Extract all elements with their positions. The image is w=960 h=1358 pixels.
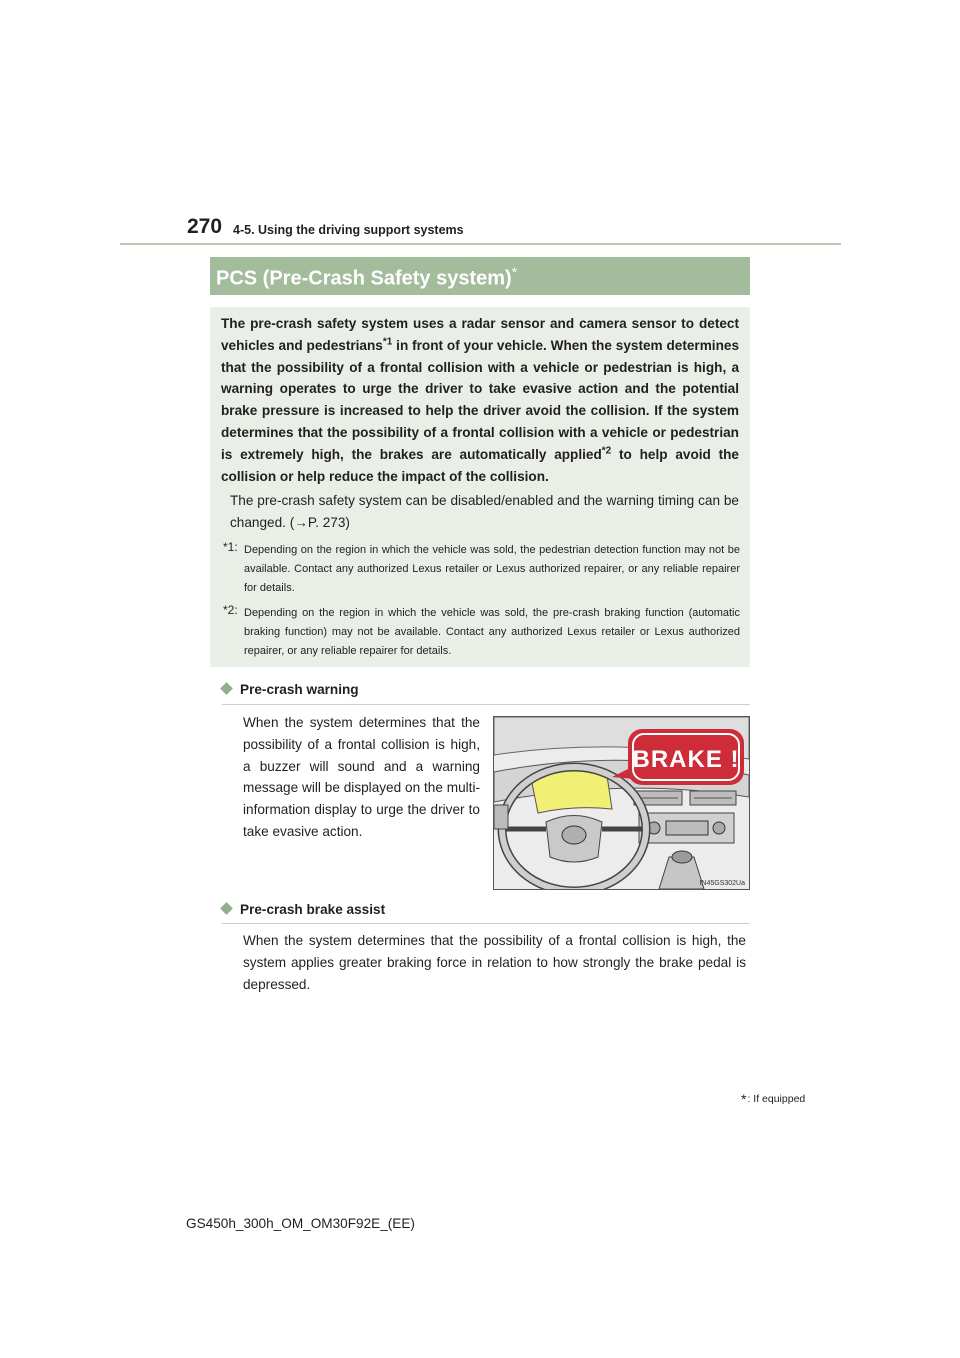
if-equipped-text: : If equipped <box>747 1093 806 1105</box>
footnote-mark: *1: <box>223 540 238 554</box>
intro-text-part: to help avoid the collision or help reduce the impact of the collision. <box>221 446 739 484</box>
pre-crash-warning-text: When the system determines that the possibility of a frontal collision is high, a buzzer will sound and a warning message will be displayed on the multi-information display to urge the driver to take evasive action. <box>243 715 480 839</box>
subheading-text: Pre-crash warning <box>240 682 359 697</box>
subheading-pre-crash-brake-assist <box>222 902 385 917</box>
footnote-ref-2: *2 <box>601 445 612 457</box>
intro-text-part: The pre-crash safety system uses a radar sensor and camera sensor to detect vehicles and pedestrians <box>221 316 739 353</box>
pre-crash-brake-assist-text: When the system determines that the possibility of a frontal collision is high, the system applies greater braking force in relation to how strongly the brake pedal is depressed. <box>243 933 746 992</box>
subheading-text: Pre-crash brake assist <box>240 902 386 917</box>
intro-paragraph <box>221 313 739 487</box>
page-title <box>216 264 517 291</box>
document-id: GS450h_300h_OM_OM30F92E_(EE) <box>186 1216 415 1231</box>
diamond-bullet-icon <box>220 902 233 915</box>
dashboard-illustration <box>493 716 750 890</box>
header-rule <box>120 243 841 245</box>
dashboard-drawing <box>494 717 749 889</box>
page-title-text: PCS (Pre-Crash Safety system) <box>216 267 512 290</box>
intro-text-part: in front of your vehicle. When the system determines that the possibility of a frontal collision with a vehicle or pedestrian is high, a warning operates to urge the driver to take evasive action and the potential brake pressure is increased to help the driver avoid the collision. If the system determines that the possibility of a frontal collision with a vehicle or pedestrian is extremely high, the brakes are automatically applied <box>221 337 739 462</box>
subheading-pre-crash-warning <box>222 682 359 697</box>
section-title: 4-5. Using the driving support systems <box>233 223 464 237</box>
subheading-rule <box>222 704 750 705</box>
footnote-text: Depending on the region in which the vehicle was sold, the pedestrian detection function may not be available. Contact any authorized Lexus retailer or Lexus authorized repairer, or any reliable repairer for details. <box>244 544 740 594</box>
figure-code: IN45GS302Ua <box>699 880 745 887</box>
footnote-mark: *2: <box>223 603 238 617</box>
subheading-rule <box>222 923 750 924</box>
footnote-text: Depending on the region in which the vehicle was sold, the pre-crash braking function (automatic braking function) may not be available. Contact any authorized Lexus retailer or Lexus authorized repairer, or any reliable repairer for details. <box>244 607 740 657</box>
if-equipped-note <box>741 1089 805 1105</box>
diamond-bullet-icon <box>220 682 233 695</box>
asterisk-mark: * <box>741 1091 747 1107</box>
brake-warning-callout: BRAKE ! <box>632 746 740 773</box>
intro-box <box>210 307 750 667</box>
intro-note: The pre-crash safety system can be disabled/enabled and the warning timing can be changed. (→P. 273) <box>230 493 739 530</box>
if-equipped-marker: * <box>511 264 518 280</box>
footnote-ref-1: *1 <box>382 336 393 348</box>
footnote-2 <box>223 604 740 661</box>
footnote-1 <box>223 541 740 598</box>
page-number: 270 <box>187 215 223 238</box>
title-bar <box>210 257 750 295</box>
